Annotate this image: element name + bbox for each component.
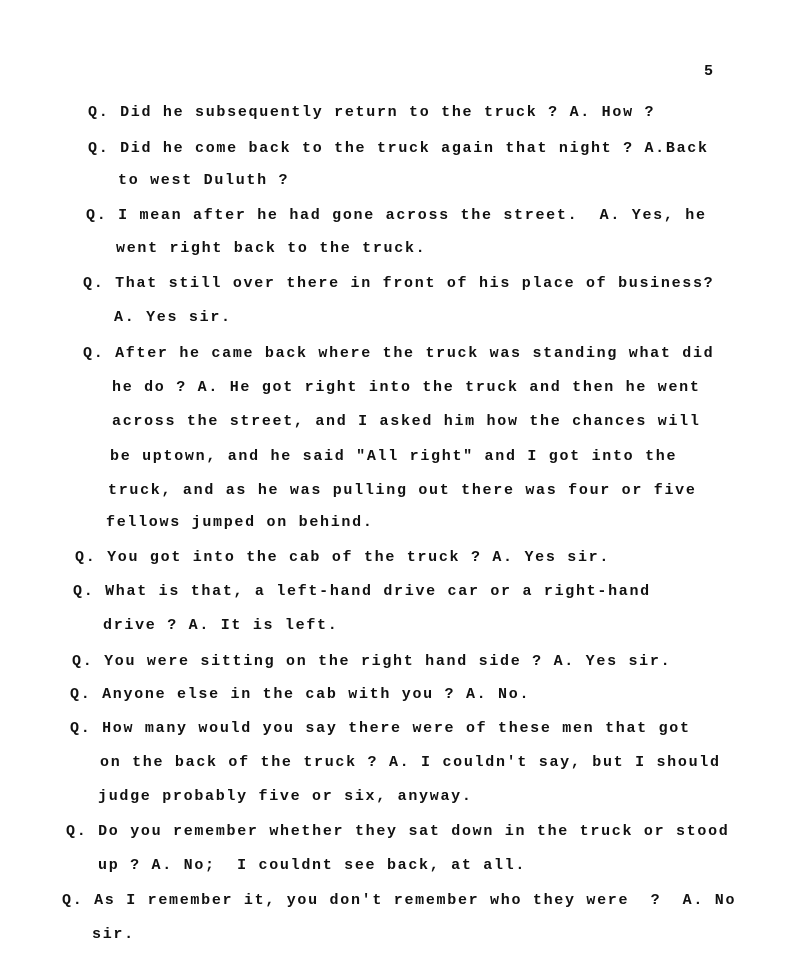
transcript-line: Q. After he came back where the truck was standing what did bbox=[83, 345, 715, 362]
transcript-line: Q. That still over there in front of his place of business? bbox=[83, 275, 715, 292]
transcript-line: on the back of the truck ? A. I couldn't say, but I should bbox=[100, 754, 721, 771]
transcript-line: Q. You got into the cab of the truck ? A. Yes sir. bbox=[75, 549, 611, 566]
transcript-line: to west Duluth ? bbox=[118, 172, 290, 189]
page-number: 5 bbox=[704, 63, 715, 80]
transcript-line: truck, and as he was pulling out there was four or five bbox=[108, 482, 697, 499]
transcript-line: Q. How many would you say there were of these men that got bbox=[70, 720, 691, 737]
transcript-line: Q. What is that, a left-hand drive car or a right-hand bbox=[73, 583, 651, 600]
transcript-line: up ? A. No; I couldnt see back, at all. bbox=[98, 857, 527, 874]
transcript-line: be uptown, and he said "All right" and I got into the bbox=[110, 448, 678, 465]
transcript-line: Q. You were sitting on the right hand side ? A. Yes sir. bbox=[72, 653, 672, 670]
transcript-line: he do ? A. He got right into the truck and then he went bbox=[112, 379, 701, 396]
transcript-line: Q. I mean after he had gone across the street. A. Yes, he bbox=[86, 207, 707, 224]
transcript-line: Q. Did he subsequently return to the truck ? A. How ? bbox=[88, 104, 656, 121]
transcript-line: Q. As I remember it, you don't remember who they were ? A. No bbox=[62, 892, 737, 909]
transcript-line: sir. bbox=[92, 926, 135, 943]
transcript-line: A. Yes sir. bbox=[114, 309, 232, 326]
transcript-line: Q. Do you remember whether they sat down in the truck or stood bbox=[66, 823, 730, 840]
transcript-line: fellows jumped on behind. bbox=[106, 514, 374, 531]
transcript-line: judge probably five or six, anyway. bbox=[98, 788, 473, 805]
transcript-line: Q. Did he come back to the truck again that night ? A.Back bbox=[88, 140, 709, 157]
transcript-line: Q. Anyone else in the cab with you ? A. No. bbox=[70, 686, 531, 703]
transcript-line: went right back to the truck. bbox=[116, 240, 427, 257]
transcript-line: drive ? A. It is left. bbox=[103, 617, 339, 634]
transcript-line: across the street, and I asked him how the chances will bbox=[112, 413, 701, 430]
